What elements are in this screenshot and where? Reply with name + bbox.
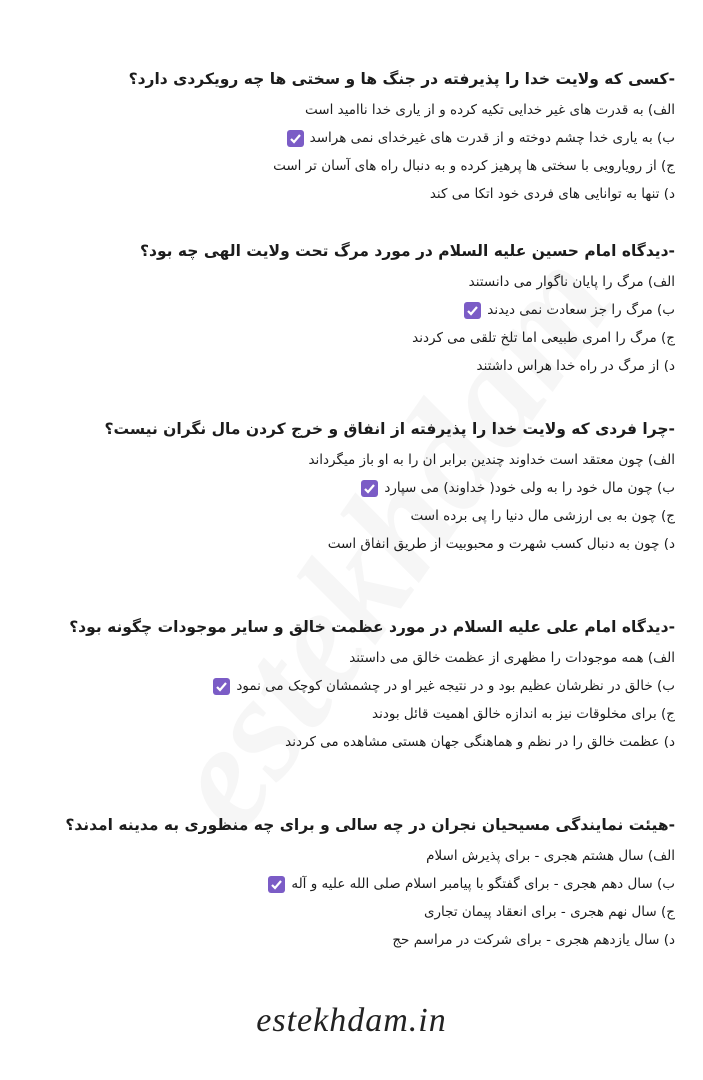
option-be-correct: ب) خالق در نظرشان عظیم بود و در نتیجه غیر او در چشمشان کوچک می نمود [35,672,675,700]
option-dal: د) تنها به توانایی های فردی خود اتکا می کند [429,186,675,202]
option-jim: ج) سال نهم هجری - برای انعقاد پیمان تجاری [423,904,675,920]
option-alef: الف) چون معتقد است خداوند چندین برابر ان را به او باز میگرداند [308,452,675,468]
option-jim: ج) برای مخلوقات نیز به اندازه خالق اهمیت قائل بودند [372,706,675,722]
question-title: -هیئت نمایندگی مسیحیان نجران در چه سالی و برای چه منظوری به مدینه امدند؟ [65,816,675,834]
option-be-correct: ب) مرگ را جز سعادت نمی دیدند [35,296,675,324]
question-block-2 [35,240,675,380]
option-be-correct: ب) چون مال خود را به ولی خود( خداوند) می سپارد [35,474,675,502]
option-jim: ج) مرگ را امری طبیعی اما تلخ تلقی می کردند [412,330,675,346]
checkmark-icon [213,678,230,695]
option-dal: د) سال یازدهم هجری - برای شرکت در مراسم حج [392,932,675,948]
option-alef: الف) مرگ را پایان ناگوار می دانستند [468,274,675,290]
checkmark-icon [287,130,304,147]
option-dal: د) عظمت خالق را در نظم و هماهنگی جهان هستی مشاهده می کردند [285,734,675,750]
question-block-5 [35,814,675,954]
option-dal: د) از مرگ در راه خدا هراس داشتند [476,358,675,374]
checkmark-icon [268,876,285,893]
option-jim: ج) چون به بی ارزشی مال دنیا را پی برده است [410,508,675,524]
option-be-correct: ب) سال دهم هجری - برای گفتگو با پیامبر اسلام صلی الله علیه و آله [35,870,675,898]
footer-site-name: estekhdam.in [256,1002,447,1039]
question-title: -دیدگاه امام حسین علیه السلام در مورد مرگ تحت ولایت الهی چه بود؟ [140,242,675,260]
option-be-correct: ب) به یاری خدا چشم دوخته و از قدرت های غیرخدای نمی هراسد [35,124,675,152]
question-block-1 [35,68,675,208]
checkmark-icon [464,302,481,319]
question-title: -کسی که ولایت خدا را پذیرفته در جنگ ها و سختی ها چه رویکردی دارد؟ [128,70,675,88]
option-dal: د) چون به دنبال کسب شهرت و محبوبیت از طریق انفاق است [327,536,675,552]
option-jim: ج) از رویارویی با سختی ها پرهیز کرده و به دنبال راه های آسان تر است [273,158,675,174]
option-alef: الف) همه موجودات را مظهری از عظمت خالق می داستند [349,650,675,666]
question-title: -چرا فردی که ولایت خدا را پذیرفته از انفاق و خرج کردن مال نگران نیست؟ [104,420,675,438]
option-alef: الف) به قدرت های غیر خدایی تکیه کرده و از یاری خدا ناامید است [305,102,675,118]
checkmark-icon [361,480,378,497]
question-title: -دیدگاه امام علی علیه السلام در مورد عظمت خالق و سایر موجودات چگونه بود؟ [69,618,675,636]
option-alef: الف) سال هشتم هجری - برای پذیرش اسلام [426,848,675,864]
question-block-4 [35,616,675,756]
question-block-3 [35,418,675,558]
